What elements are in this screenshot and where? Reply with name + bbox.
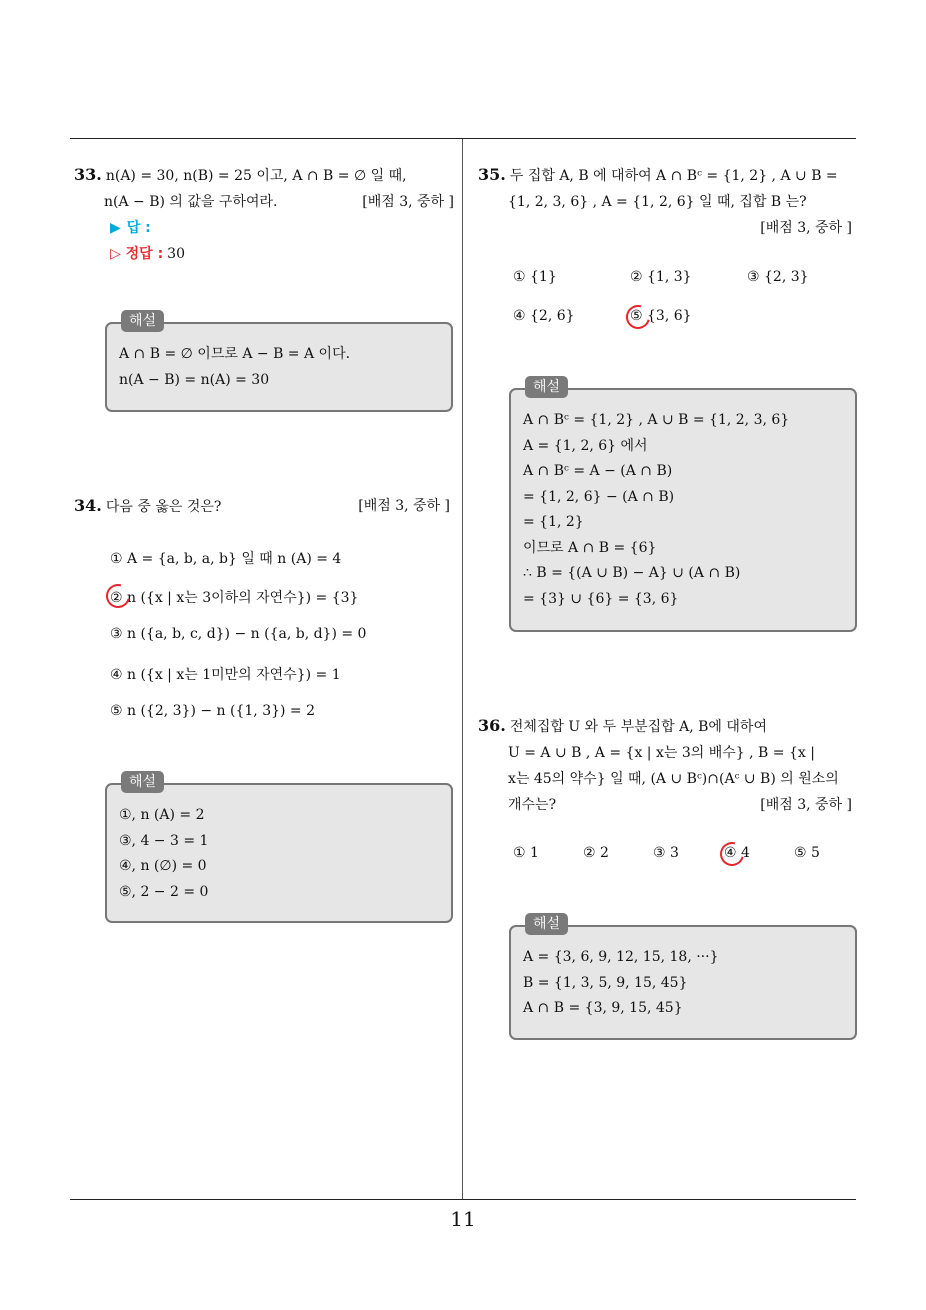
question-number: 34. — [74, 496, 102, 515]
option-5[interactable]: ⑤ n ({2, 3}) − n ({1, 3}) = 2 — [110, 703, 316, 719]
bottom-rule — [70, 1199, 856, 1200]
option-4[interactable]: ④ n ({x | x는 1미만의 자연수}) = 1 — [110, 667, 341, 683]
question-number: 33. — [74, 165, 102, 184]
correct-answer-label: 정답 : — [125, 246, 164, 262]
explanation-box-36 — [509, 916, 857, 1040]
option-5[interactable]: ⑤ 5 — [794, 845, 820, 861]
page-number: 11 — [450, 1207, 476, 1231]
question-text: n(A) = 30, n(B) = 25 이고, A ∩ B = ∅ 일 때, — [105, 168, 407, 184]
explanation-box-35 — [509, 379, 857, 632]
explanation-line: = {3} ∪ {6} = {3, 6} — [523, 590, 679, 607]
option-3[interactable]: ③ 3 — [653, 845, 679, 861]
explanation-line: n(A − B) = n(A) = 30 — [119, 371, 270, 388]
explanation-line: A ∩ B = {3, 9, 15, 45} — [523, 1000, 683, 1016]
answer-label: 답 : — [126, 220, 151, 236]
option-5[interactable]: ⑤ {3, 6} — [630, 308, 692, 324]
points: [배점 3, 중하 ] — [760, 797, 852, 813]
explanation-line: ③, 4 − 3 = 1 — [119, 832, 209, 849]
option-2[interactable]: ② {1, 3} — [630, 269, 692, 285]
option-1[interactable]: ① 1 — [513, 845, 539, 861]
option-1[interactable]: ① A = {a, b, a, b} 일 때 n (A) = 4 — [110, 551, 342, 567]
explanation-box-34 — [105, 774, 453, 923]
question-text: U = A ∪ B , A = {x | x는 3의 배수} , B = {x | — [508, 745, 815, 761]
explanation-tag: 해설 — [525, 913, 568, 935]
explanation-line: A ∩ Bᶜ = A − (A ∩ B) — [523, 463, 673, 479]
question-35 — [478, 162, 856, 241]
explanation-line: ⑤, 2 − 2 = 0 — [119, 883, 209, 900]
explanation-line: ∴ B = {(A ∪ B) − A} ∪ (A ∩ B) — [523, 565, 741, 581]
question-text: n(A − B) 의 값을 구하여라. — [104, 194, 278, 210]
question-34 — [74, 493, 454, 520]
points: [배점 3, 중하 ] — [358, 498, 450, 514]
option-3[interactable]: ③ {2, 3} — [747, 269, 809, 285]
top-rule — [70, 138, 856, 139]
question-text: {1, 2, 3, 6} , A = {1, 2, 6} 일 때, 집합 B 는? — [508, 194, 807, 210]
option-2[interactable]: ② 2 — [583, 845, 609, 861]
points: [배점 3, 중하 ] — [760, 220, 852, 236]
explanation-line: B = {1, 3, 5, 9, 15, 45} — [523, 974, 688, 991]
question-text: 다음 중 옳은 것은? — [105, 499, 222, 515]
question-number: 36. — [478, 716, 506, 735]
explanation-tag: 해설 — [121, 771, 164, 793]
answer-outline-arrow-icon: ▷ — [110, 246, 126, 262]
answer-arrow-icon: ▶ — [110, 220, 121, 236]
explanation-line: ④, n (∅) = 0 — [119, 858, 207, 874]
question-36 — [478, 713, 856, 818]
option-3[interactable]: ③ n ({a, b, c, d}) − n ({a, b, d}) = 0 — [110, 626, 367, 642]
explanation-line: = {1, 2, 6} − (A ∩ B) — [523, 488, 675, 505]
explanation-line: A ∩ B = ∅ 이므로 A − B = A 이다. — [119, 346, 351, 362]
question-33 — [74, 162, 454, 267]
column-divider — [462, 139, 463, 1199]
question-text: 전체집합 U 와 두 부분집합 A, B에 대하여 — [509, 719, 767, 735]
explanation-box-33 — [105, 313, 453, 412]
question-text: x는 45의 약수} 일 때, (A ∪ Bᶜ)∩(Aᶜ ∪ B) 의 원소의 — [508, 771, 839, 787]
explanation-tag: 해설 — [525, 376, 568, 398]
explanation-tag: 해설 — [121, 310, 164, 332]
selected-mark-icon — [622, 301, 655, 334]
explanation-line: A = {3, 6, 9, 12, 15, 18, ···} — [523, 949, 719, 965]
points: [배점 3, 중하 ] — [362, 194, 454, 210]
question-text: 개수는? — [508, 797, 557, 813]
option-2[interactable]: ② n ({x | x는 3이하의 자연수}) = {3} — [110, 590, 359, 606]
explanation-line: ①, n (A) = 2 — [119, 807, 205, 823]
selected-mark-icon — [102, 580, 135, 613]
selected-mark-icon — [716, 838, 749, 871]
question-text: 두 집합 A, B 에 대하여 A ∩ Bᶜ = {1, 2} , A ∪ B = — [509, 168, 838, 184]
option-4[interactable]: ④ 4 — [724, 845, 750, 861]
explanation-line: = {1, 2} — [523, 514, 584, 530]
option-4[interactable]: ④ {2, 6} — [513, 308, 575, 324]
question-number: 35. — [478, 165, 506, 184]
explanation-line: 이므로 A ∩ B = {6} — [523, 539, 657, 556]
explanation-line: A = {1, 2, 6} 에서 — [523, 437, 648, 454]
explanation-line: A ∩ Bᶜ = {1, 2} , A ∪ B = {1, 2, 3, 6} — [523, 412, 790, 428]
correct-answer-value: 30 — [167, 246, 185, 262]
option-1[interactable]: ① {1} — [513, 269, 557, 285]
